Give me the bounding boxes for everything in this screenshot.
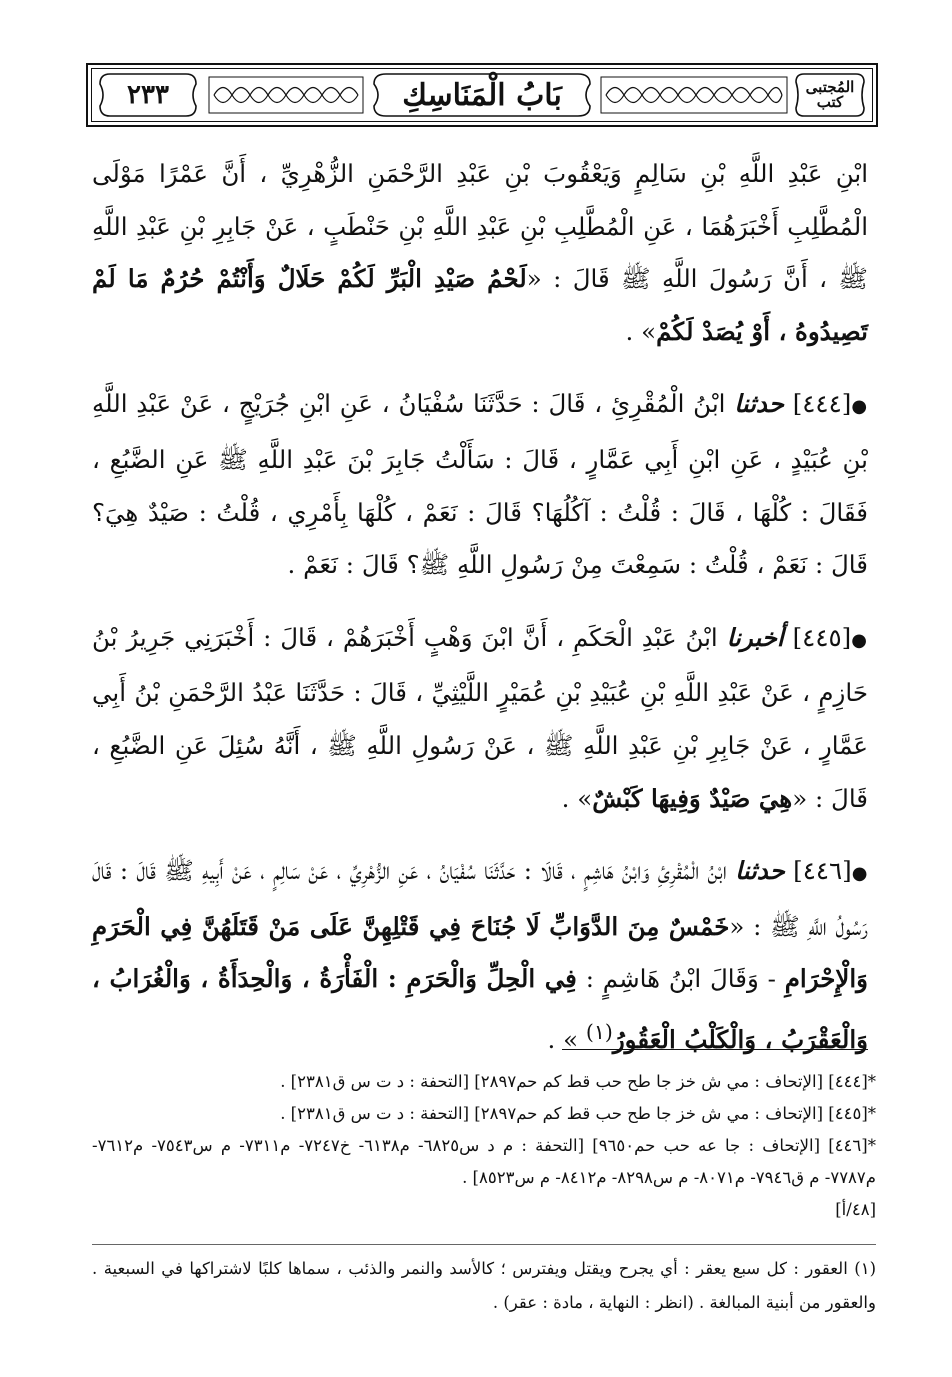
bullet-icon: ●: [851, 396, 868, 418]
running-header: [86, 63, 878, 127]
chapter-title-cartouche: [372, 72, 592, 118]
footnote-divider: [562, 1049, 868, 1050]
note-1: (١) العقور : كل سبع يعقر : أي يجرح ويقتل ويفترس ؛ كالأسد والنمر والذئب ، سماها كلبًا لاشتراكها في السبعية . والعقور من أبنية المبالغة . (انظر : النهاية ، مادة : عقر) .: [92, 1259, 876, 1312]
matn-text-continued: فِي الْحِلِّ وَالْحَرَمِ : الْفَأْرَةُ ، وَالْحِدَأَةُ ، وَالْغُرَابُ ، وَالْعَقْرَبُ ، وَالْكَلْبُ الْعَقُورُ: [92, 964, 868, 1055]
hadith-continuation: [92, 148, 868, 358]
isnad-text: ابْنِ عَبْدِ اللَّهِ بْنِ سَالِمٍ وَيَعْقُوبَ بْنِ عَبْدِ الرَّحْمَنِ الزُّهْرِيِّ ، أَنَّ عَمْرًا مَوْلَى الْمُطَّلِبِ أَخْبَرَهُمَا ، عَنِ الْمُطَّلِبِ بْنِ عَبْدِ اللَّهِ بْنِ حَنْطَبٍ ، عَنْ جَابِرِ بْنِ عَبْدِ اللَّهِ ﷺ ، أَنَّ رَسُولَ اللَّهِ ﷺ قَالَ : «: [92, 159, 868, 294]
footnote-445: *[٤٤٥] [الإتحاف : مي ش خز جا طح حب قط كم حم٢٨٩٧] [التحفة : د ت س ق٢٣٨١] .: [280, 1104, 876, 1123]
seal-line-2: كتب: [816, 93, 844, 111]
main-text: [92, 148, 868, 1067]
seal-text: [806, 80, 855, 110]
hadith-text: ابْنُ عَبْدِ الْحَكَمِ ، أَنَّ ابْنَ وَهْبٍ أَخْبَرَهُمْ ، قَالَ : أَخْبَرَنِي جَرِيرُ بْنُ حَازِمٍ ، عَنْ عَبْدِ اللَّهِ بْنِ عُبَيْدِ بْنِ عُمَيْرٍ اللَّيْثِيِّ ، قَالَ : حَدَّثَنَا عَبْدُ الرَّحْمَنِ بْنُ أَبِي عَمَّارٍ ، عَنْ جَابِرِ بْنِ عَبْدِ اللَّهِ ﷺ ، عَنْ رَسُولِ اللَّهِ ﷺ ، أَنَّهُ سُئِلَ عَنِ الضَّبُعِ ، قَالَ : «: [92, 622, 868, 813]
ornament-icon: [208, 76, 364, 114]
hadith-text: ابْنُ الْمُقْرِئِ وَابْنُ هَاشِمٍ ، قَالَا : حَدَّثَنَا سُفْيَانُ ، عَنِ الزُّهْرِيِّ ، عَنْ سَالِمٍ ، عَنْ أَبِيهِ ﷺ قَالَ : قَالَ رَسُولُ اللَّهِ ﷺ : «: [92, 856, 868, 941]
footnote-446: *[٤٤٦] [الإتحاف : جا عه حب حم٩٦٥٠] [التحفة : م د س٦٨٢٥- م٦١٣٨- خ٧٢٤٧- م٧٣١١- م س٧٥٤٣- م٧٦١٢- م٧٧٨٧- م ق٧٩٤٦- م٨٠٧١- م س٨٢٩٨- م٨٤١٢- م س٨٥٢٣] .: [92, 1136, 876, 1187]
hadith-444: [92, 378, 868, 591]
footnote-444: *[٤٤٤] [الإتحاف : مي ش خز جا طح حب قط كم حم٢٨٩٧] [التحفة : د ت س ق٢٣٨١] .: [280, 1072, 876, 1091]
matn-text: لَحْمُ صَيْدِ الْبَرِّ لَكُمْ حَلَالٌ وَأَنْتُمْ حُرُمٌ مَا لَمْ تَصِيدُوهُ ، أَوْ يُصَدْ لَكُمْ: [92, 264, 868, 346]
page-number: ٢٣٣: [127, 80, 169, 110]
ornament-band-right: [600, 76, 788, 114]
hadith-number: [٤٤٦]: [793, 856, 852, 886]
seal-line-1: المُجتبى: [805, 78, 855, 96]
takhrij-footnotes: [92, 1066, 876, 1226]
chapter-title: بَابُ الْمَنَاسِكِ: [402, 77, 562, 113]
hadith-text: ابْنُ الْمُقْرِئِ ، قَالَ : حَدَّثَنَا سُفْيَانُ ، عَنِ ابْنِ جُرَيْجٍ ، عَنْ عَبْدِ اللَّهِ بْنِ عُبَيْدٍ ، عَنِ ابْنِ أَبِي عَمَّارٍ ، قَالَ : سَأَلْتُ جَابِرَ بْنَ عَبْدِ اللَّهِ ﷺ عَنِ الضَّبُعِ ، فَقَالَ : كُلْهَا ، قَالَ : قُلْتُ : آكُلُهَا؟ قَالَ : نَعَمْ ، كُلْهَا بِأَمْرِي ، قُلْتُ : صَيْدٌ هِيَ؟ قَالَ : نَعَمْ ، قُلْتُ : سَمِعْتَ مِنْ رَسُولِ اللَّهِ ﷺ؟ قَالَ : نَعَمْ .: [92, 389, 868, 580]
page-number-cartouche: [98, 72, 198, 118]
notes-divider: [92, 1244, 876, 1245]
quote-end: » .: [561, 783, 593, 813]
ornament-icon: [600, 76, 788, 114]
matn-text: خَمْسٌ مِنَ الدَّوَابِّ لَا جُنَاحَ فِي قَتْلِهِنَّ عَلَى مَنْ قَتَلَهُنَّ فِي الْحَرَمِ وَالْإِحْرَامِ: [92, 911, 868, 994]
quote-end: » .: [547, 1025, 579, 1055]
isnad-word: حدثنا: [735, 856, 785, 886]
hadith-446: [92, 845, 868, 1067]
ornament-band-left: [208, 76, 364, 114]
manuscript-folio-marker: [٤٨/أ]: [835, 1200, 876, 1219]
hadith-445: [92, 612, 868, 825]
isnad-word: حدثنا: [734, 389, 784, 419]
explanatory-notes: [92, 1252, 876, 1320]
hadith-number: [٤٤٤]: [792, 389, 852, 419]
isnad-word: أخبرنا: [726, 622, 784, 652]
quote-end: » .: [625, 316, 657, 346]
hadith-number: [٤٤٥]: [792, 622, 852, 652]
footnote-reference: (١): [585, 1019, 613, 1044]
interjection-text: - وَقَالَ ابْنُ هَاشِمٍ :: [585, 964, 776, 994]
bullet-icon: ●: [851, 863, 868, 885]
bullet-icon: ●: [851, 629, 868, 651]
book-seal: [794, 72, 866, 118]
matn-text: هِيَ صَيْدٌ وَفِيهَا كَبْشٌ: [592, 783, 793, 813]
